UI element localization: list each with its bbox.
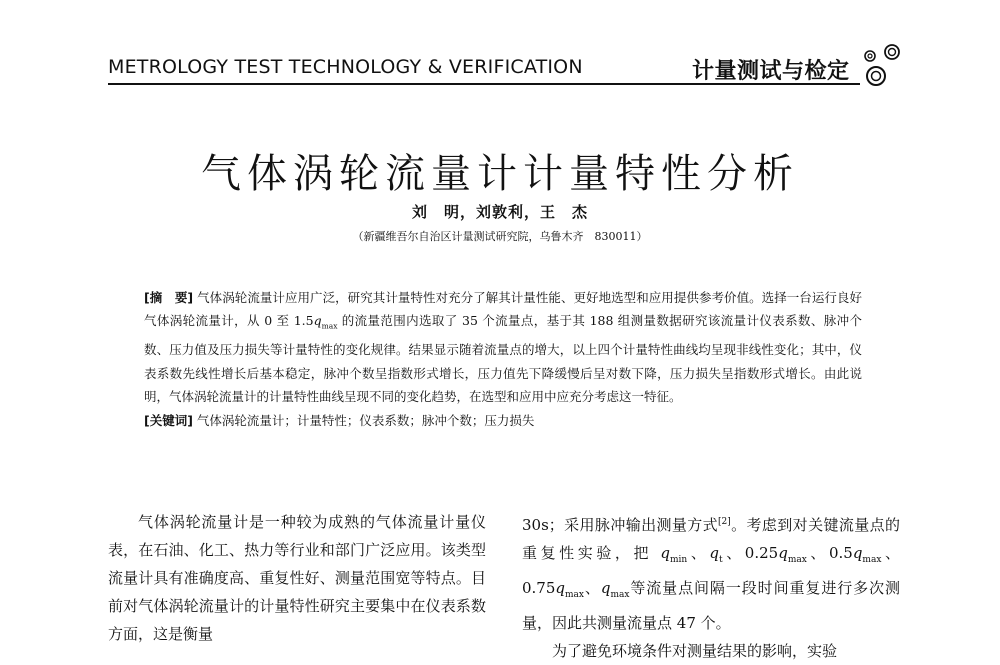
- header-rule: [108, 83, 860, 85]
- journal-header: [108, 48, 908, 88]
- body-paragraph-right-1: [522, 508, 900, 637]
- right-text-c: 等流量点间隔一段时间重复进行多次测量，因此共测量流量点 47 个。: [522, 579, 900, 632]
- q-max-05: q: [852, 544, 863, 562]
- journal-title-cn: 计量测试与检定: [692, 59, 850, 84]
- max-sub-025: max: [787, 555, 807, 565]
- q-min: q: [660, 544, 671, 562]
- abstract-paragraph: [144, 286, 862, 409]
- keywords-paragraph: [144, 409, 862, 432]
- q-t: q: [709, 544, 720, 562]
- t-sub: t: [719, 555, 723, 565]
- abstract-text-b: 的流量范围内选取了 35 个流量点，基于其 188 组测量数据研究该流量计仪表系数、脉冲个数、压力值及压力损失等计量特性的变化规律。结果显示随着流量点的增大，以上四个计量特性曲线均呈现非线性变化；其中，仪表系数先线性增长后基本稳定，脉冲个数呈指数形式增长，压力值先下降缓慢后呈对数下降，压力损失呈指数形式增长。由此说明，气体涡轮流量计的计量特性曲线呈现不同的变化趋势，在选型和应用中应充分考虑这一特征。: [144, 313, 862, 405]
- abstract-text-a: 气体涡轮流量计应用广泛，研究其计量特性对充分了解其计量性能、更好地选型和应用提供参考价值。选择一台运行良好气体涡轮流量计，从 0 至 1.5: [144, 290, 862, 329]
- sep-075: 、0.75: [522, 544, 900, 597]
- paper-authors: 刘 明，刘敦利，王 杰: [411, 203, 588, 221]
- paper-title: 气体涡轮流量计计量特性分析: [201, 151, 799, 197]
- keywords-text: 气体涡轮流量计；计量特性；仪表系数；脉冲个数；压力损失: [196, 412, 535, 428]
- abstract-label: [摘 要]: [144, 290, 194, 305]
- q-max: q: [600, 579, 611, 597]
- body-column-left: [108, 508, 486, 648]
- paper-affiliation: （新疆维吾尔自治区计量测试研究院，乌鲁木齐 830011）: [352, 230, 648, 243]
- keywords-label: [关键词]: [144, 412, 193, 428]
- abstract-max-sub: max: [321, 321, 338, 331]
- right-text-b: 。考虑到对关键流量点的重复性实验，把: [522, 516, 900, 562]
- abstract-block: [144, 286, 862, 432]
- sep-2: 、: [584, 579, 601, 597]
- journal-title-en: METROLOGY TEST TECHNOLOGY & VERIFICATION: [108, 56, 583, 78]
- journal-logo-icon: [860, 42, 908, 90]
- sep-1: 、: [687, 544, 710, 562]
- right-text-a: 30s；采用脉冲输出测量方式: [522, 516, 719, 534]
- sep-05: 、0.5: [806, 544, 853, 562]
- body-column-right: [522, 508, 900, 665]
- abstract-q: q: [313, 313, 322, 329]
- body-paragraph-right-2: 为了避免环境条件对测量结果的影响，实验: [552, 642, 838, 660]
- min-sub: min: [670, 555, 688, 565]
- q-max-075: q: [555, 579, 566, 597]
- max-sub-05: max: [862, 555, 882, 565]
- max-sub: max: [610, 590, 630, 600]
- body-paragraph-left-1: 气体涡轮流量计是一种较为成熟的气体流量计量仪表，在石油、化工、热力等行业和部门广泛应用。该类型流量计具有准确度高、重复性好、测量范围宽等特点。目前对气体涡轮流量计的计量特性研究主要集中在仪表系数方面，这是衡量: [108, 513, 486, 643]
- reference-2: [2]: [718, 517, 731, 527]
- q-max-025: q: [778, 544, 788, 562]
- sep-025: 、0.25: [722, 544, 779, 562]
- max-sub-075: max: [565, 590, 584, 600]
